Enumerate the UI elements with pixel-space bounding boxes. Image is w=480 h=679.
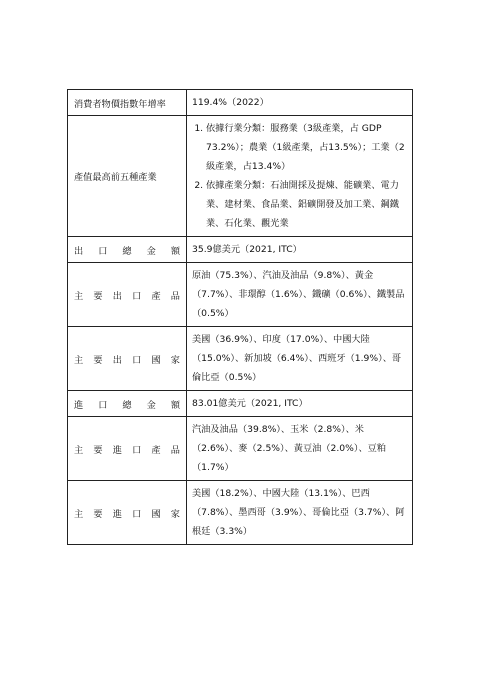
label-char: 金 [146, 245, 156, 257]
label-char: 要 [93, 444, 103, 456]
table-row [68, 417, 413, 481]
row-value: 35.9億美元（2021, ITC） [187, 237, 413, 263]
row-label [68, 481, 187, 545]
list-item: 2. 依據產業分類：石油開採及提煉、能礦業、電力業、建材業、食品業、鋁礦開發及加工業、鋼鐵業、石化業、觀光業 [206, 176, 407, 233]
industry-list [192, 119, 407, 233]
label-char: 金 [146, 399, 156, 411]
label-char: 主 [74, 354, 84, 366]
label-char: 主 [74, 508, 84, 520]
table-row [68, 237, 413, 263]
label-char: 產 [151, 290, 161, 302]
row-label [68, 391, 187, 417]
label-char: 家 [170, 508, 180, 520]
label-char: 口 [132, 290, 142, 302]
row-value [187, 116, 413, 237]
table-row [68, 391, 413, 417]
row-label [68, 237, 187, 263]
label-char: 口 [98, 399, 108, 411]
row-label [68, 417, 187, 481]
label-char: 進 [112, 444, 122, 456]
label-char: 要 [93, 508, 103, 520]
label-char: 出 [112, 290, 122, 302]
row-value: 83.01億美元（2021, ITC） [187, 391, 413, 417]
row-label [68, 327, 187, 391]
label-char: 產 [151, 444, 161, 456]
table-row [68, 263, 413, 327]
label-char: 要 [93, 290, 103, 302]
info-table [67, 89, 413, 545]
label-char: 進 [112, 508, 122, 520]
table-row [68, 90, 413, 116]
label-char: 品 [170, 444, 180, 456]
label-char: 主 [74, 290, 84, 302]
label-char: 進 [74, 399, 84, 411]
table-row [68, 116, 413, 237]
label-char: 國 [151, 508, 161, 520]
table-row [68, 481, 413, 545]
list-item: 1. 依據行業分類：服務業（3級產業，占 GDP 73.2%）；農業（1級產業，占13.5%）；工業（2級產業，占13.4%） [206, 119, 407, 176]
label-char: 額 [170, 245, 180, 257]
row-label: 產值最高前五種產業 [68, 116, 187, 237]
label-char: 額 [170, 399, 180, 411]
row-label [68, 263, 187, 327]
label-char: 要 [93, 354, 103, 366]
label-char: 口 [98, 245, 108, 257]
label-char: 出 [74, 245, 84, 257]
row-label: 消費者物價指數年增率 [68, 90, 187, 116]
label-char: 家 [170, 354, 180, 366]
row-value: 美國（18.2%）、中國大陸（13.1%）、巴西（7.8%）、墨西哥（3.9%）、哥倫比亞（3.7%）、阿根廷（3.3%） [187, 481, 413, 545]
row-value: 美國（36.9%）、印度（17.0%）、中國大陸（15.0%）、新加坡（6.4%）、西班牙（1.9%）、哥倫比亞（0.5%） [187, 327, 413, 391]
label-char: 總 [122, 245, 132, 257]
row-value: 119.4%（2022） [187, 90, 413, 116]
label-char: 主 [74, 444, 84, 456]
label-char: 總 [122, 399, 132, 411]
label-char: 口 [132, 354, 142, 366]
label-char: 品 [170, 290, 180, 302]
label-char: 國 [151, 354, 161, 366]
label-char: 口 [132, 444, 142, 456]
row-value: 原油（75.3%）、汽油及油品（9.8%）、黃金（7.7%）、非環醇（1.6%）、鐵礦（0.6%）、鐵製品（0.5%） [187, 263, 413, 327]
label-char: 口 [132, 508, 142, 520]
row-value: 汽油及油品（39.8%）、玉米（2.8%）、米（2.6%）、麥（2.5%）、黃豆油（2.0%）、豆粕（1.7%） [187, 417, 413, 481]
table-row [68, 327, 413, 391]
label-char: 出 [112, 354, 122, 366]
